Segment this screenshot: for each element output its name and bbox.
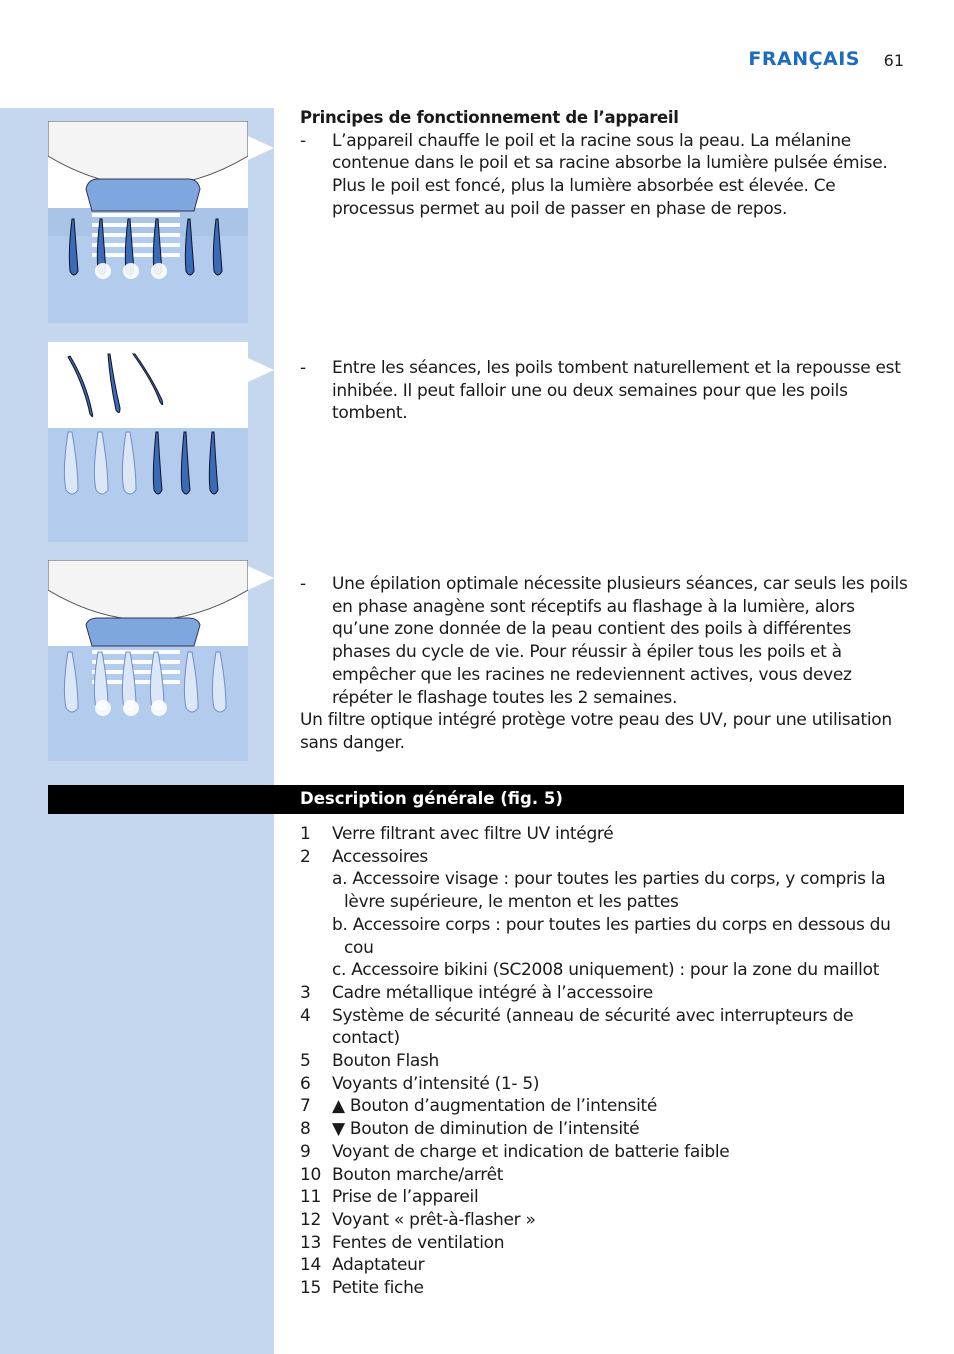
section-principles-2 [300,357,910,425]
item-text: ▼ Bouton de diminution de l’intensité [332,1119,640,1140]
item-text: Bouton marche/arrêt [332,1164,504,1185]
section-band [48,785,904,814]
figure-pointer [248,566,274,590]
sub-item: a. Accessoire visage : pour toutes les parties du corps, y compris la lèvre supérieure, le menton et les pattes [332,869,886,913]
figure-hair-falling [48,342,248,542]
bullet-item [300,130,910,221]
item-number: 9 [300,1141,311,1162]
list-item [300,1209,910,1232]
section-principles-3 [300,573,910,755]
bullet-text: L’appareil chauffe le poil et la racine sous la peau. La mélanine contenue dans le poil et sa racine absorbe la lumière pulsée émise. Plus le poil est foncé, plus la lumière absorbée est élevée. Ce processus permet au poil de passer en phase de repos. [332,130,888,219]
bullet-text: Entre les séances, les poils tombent naturellement et la repousse est inhibée. Il peut falloir une ou deux semaines pour que les poils tombent. [332,358,901,424]
item-number: 7 [300,1096,311,1117]
list-item [300,1254,910,1277]
bullet-marker: - [300,574,306,594]
list-item [300,1005,910,1050]
item-number: 13 [300,1232,322,1253]
bullet-marker: - [300,130,306,151]
sub-item: b. Accessoire corps : pour toutes les parties du corps en dessous du cou [332,914,891,958]
figure-repeat-treatment [48,560,248,761]
item-text: Prise de l’appareil [332,1187,479,1208]
bullet-marker: - [300,358,306,378]
item-number: 4 [300,1005,311,1026]
figure-pointer [248,136,274,160]
section-principles [300,107,910,221]
item-text: ▲ Bouton d’augmentation de l’intensité [332,1096,658,1117]
parts-list [300,823,910,1300]
list-item [300,1118,910,1141]
item-text: Voyants d’intensité (1- 5) [332,1073,540,1094]
item-number: 11 [300,1187,322,1208]
figure-heating-hair [48,121,248,323]
sub-item: c. Accessoire bikini (SC2008 uniquement) : pour la zone du maillot [332,960,880,981]
list-item [300,1232,910,1255]
list-item [300,823,910,846]
list-item [300,1277,910,1300]
page-number: 61 [883,51,904,70]
figure-pointer [248,358,274,382]
list-item [300,982,910,1005]
item-number: 15 [300,1278,322,1299]
item-text: Cadre métallique intégré à l’accessoire [332,982,653,1003]
item-text: Système de sécurité (anneau de sécurité avec interrupteurs de contact) [332,1005,854,1049]
list-item [300,1050,910,1073]
item-number: 12 [300,1209,322,1230]
item-number: 6 [300,1073,311,1094]
item-text: Voyant de charge et indication de batterie faible [332,1141,730,1162]
language-label: FRANÇAIS [748,48,860,70]
item-number: 5 [300,1051,311,1072]
list-item [300,1073,910,1096]
item-number: 3 [300,982,311,1003]
list-item [300,1164,910,1187]
item-text: Petite fiche [332,1278,424,1299]
item-number: 8 [300,1119,311,1140]
list-item [300,1186,910,1209]
uv-filter-note: Un filtre optique intégré protège votre peau des UV, pour une utilisation sans danger. [300,710,892,753]
section-title: Description générale (fig. 5) [300,789,563,808]
section-title: Principes de fonctionnement de l’appareil [300,108,679,127]
item-number: 2 [300,846,311,867]
bullet-item [300,357,910,425]
item-text: Verre filtrant avec filtre UV intégré [332,824,614,844]
item-text: Voyant « prêt-à-flasher » [332,1209,536,1230]
item-number: 1 [300,824,311,844]
list-item [300,1095,910,1118]
item-text: Accessoires [332,846,428,867]
item-text: Bouton Flash [332,1051,440,1072]
item-number: 14 [300,1255,322,1276]
list-item [300,846,910,869]
item-text: Adaptateur [332,1255,425,1276]
list-item [300,1141,910,1164]
bullet-text: Une épilation optimale nécessite plusieurs séances, car seuls les poils en phase anagène sont réceptifs au flashage à la lumière, alors qu’une zone donnée de la peau contient des poils à différentes phases du cycle de vie. Pour réussir à épiler tous les poils et à empêcher que les racines ne redeviennent actives, vous devez répéter le flashage toutes les 2 semaines. [332,574,908,708]
item-number: 10 [300,1164,322,1185]
bullet-item [300,573,910,709]
item-text: Fentes de ventilation [332,1232,505,1253]
